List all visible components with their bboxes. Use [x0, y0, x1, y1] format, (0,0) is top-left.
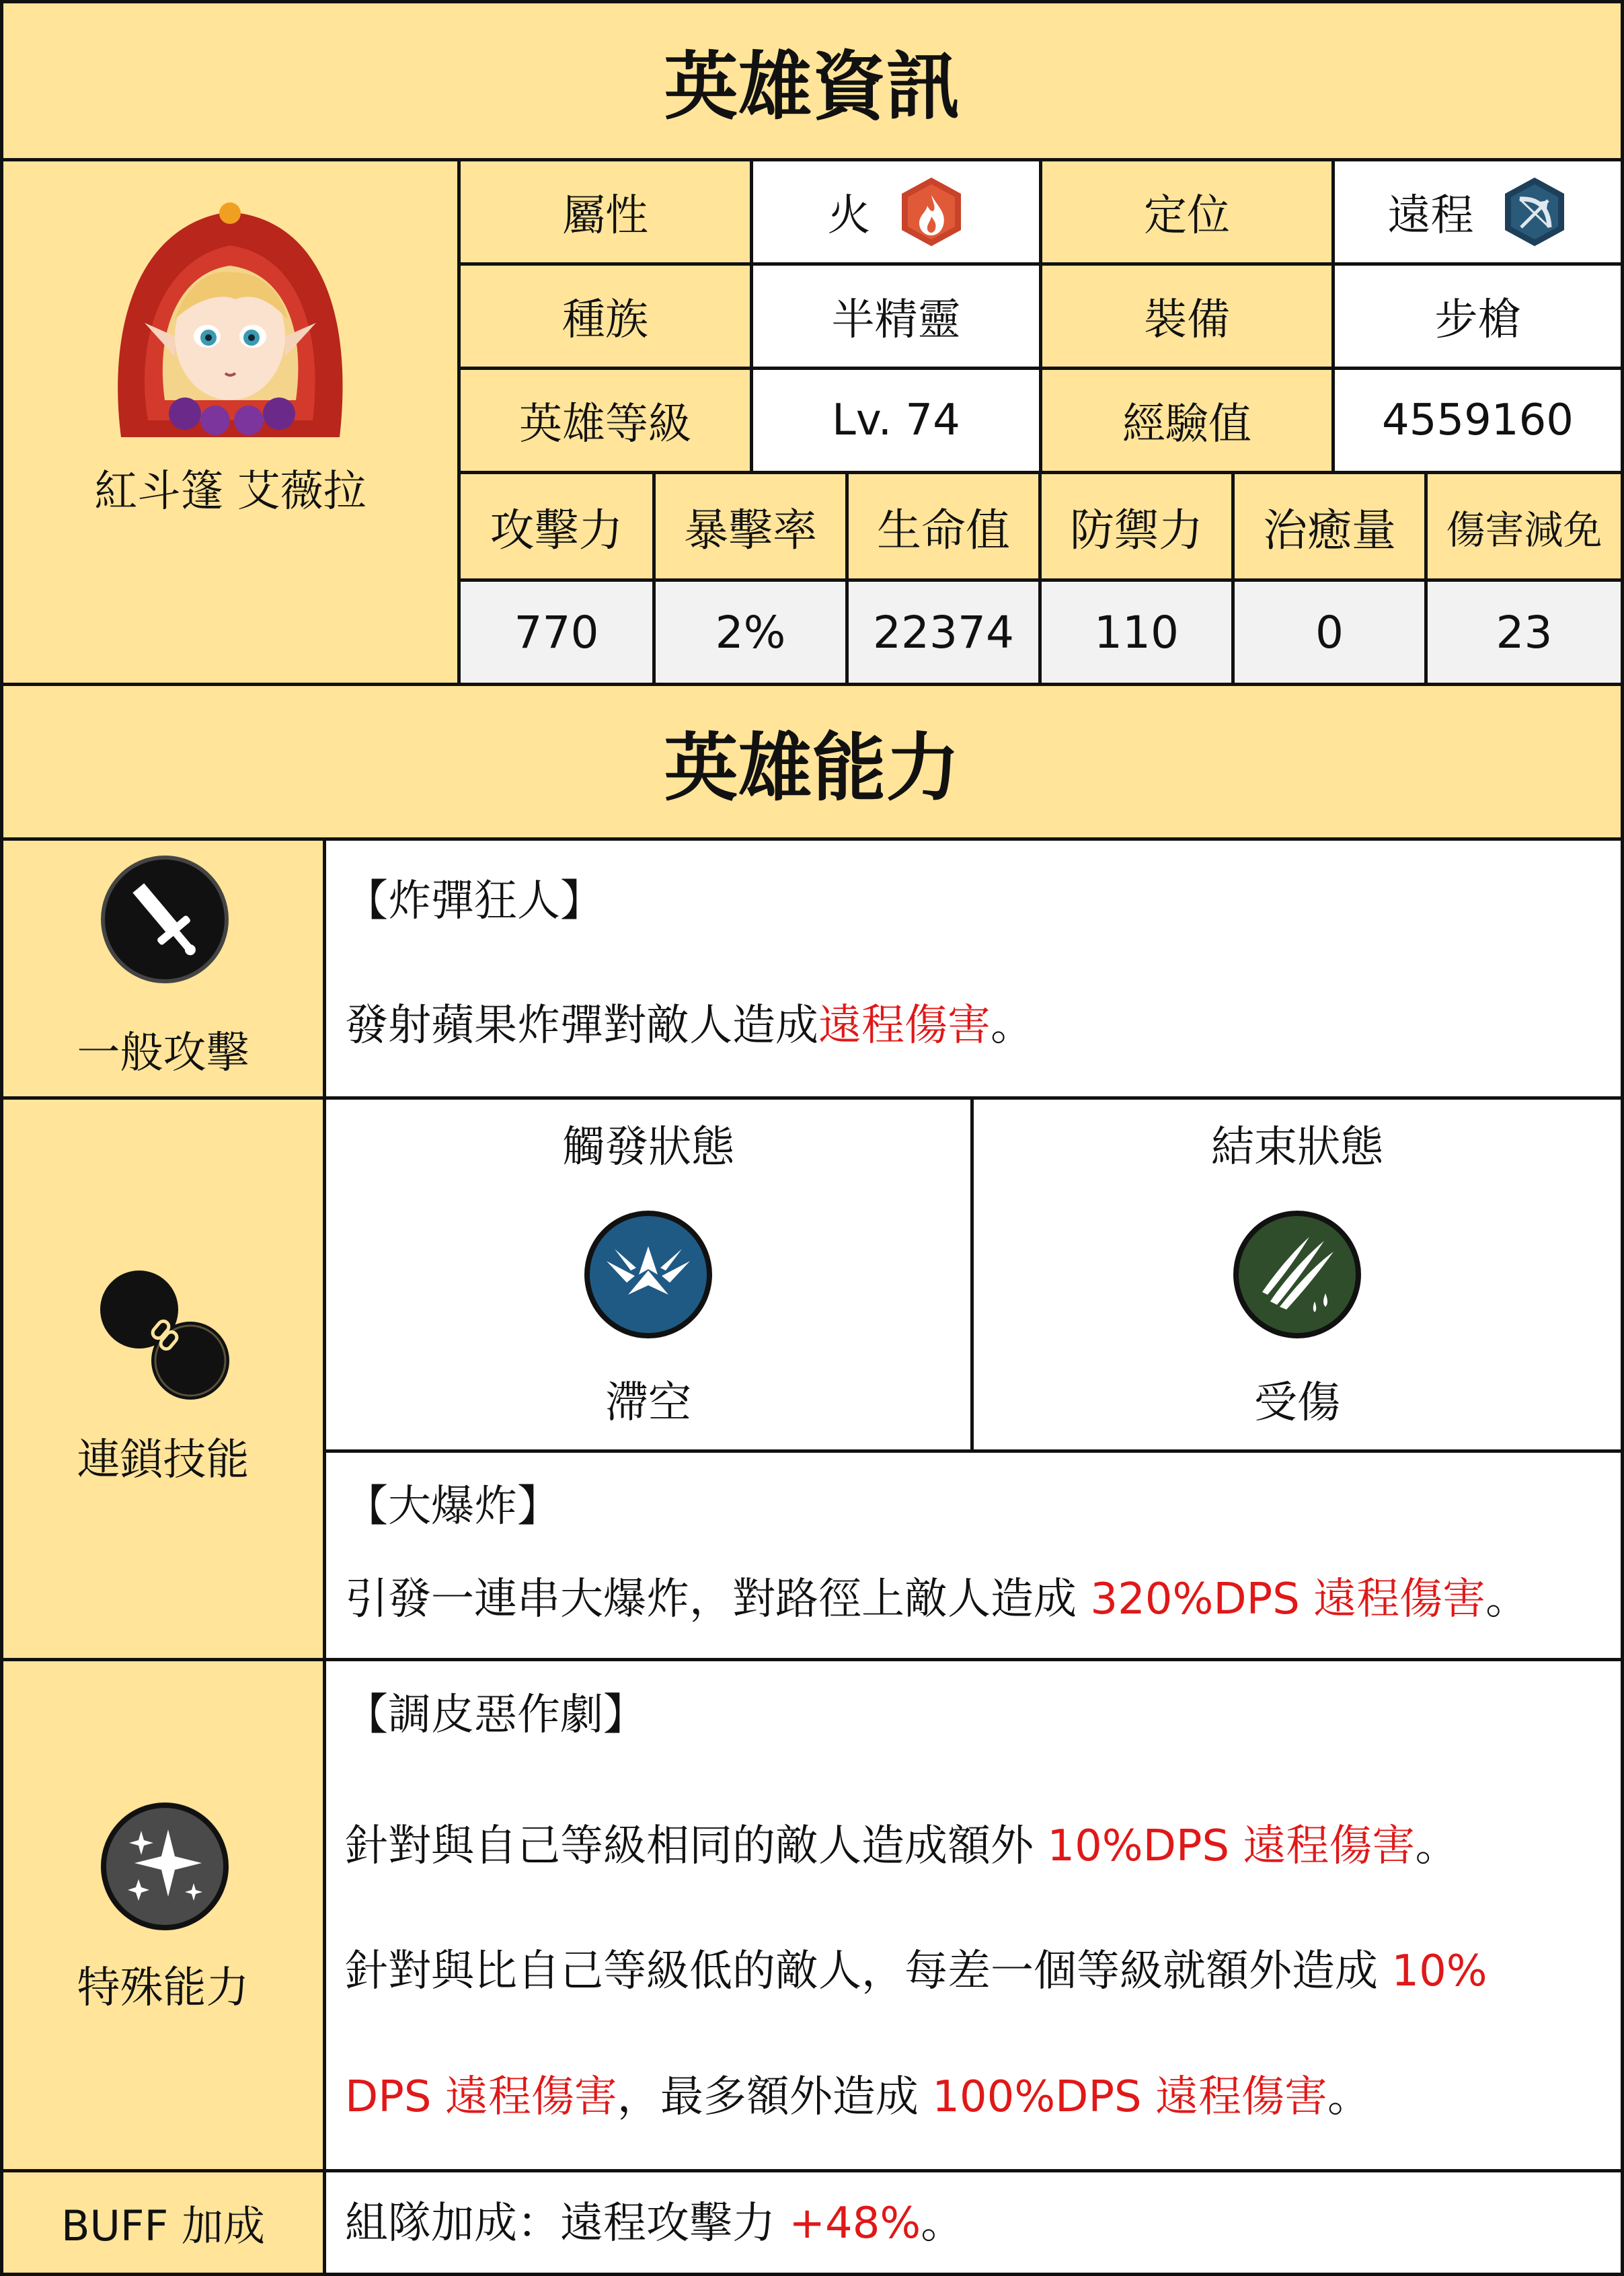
role-cell — [1331, 158, 1624, 266]
level-label: 英雄等級 — [457, 367, 753, 474]
special-line3-text: ，最多額外造成 — [617, 2072, 933, 2122]
buff-desc-text: 組隊加成：遠程攻擊力 — [345, 2199, 789, 2248]
stat-value-crit: 2% — [652, 578, 849, 686]
special-desc-line2 — [345, 1946, 1487, 1998]
chain-skill-desc — [345, 1574, 1529, 1626]
end-state-label: 結束狀態 — [1211, 1123, 1383, 1172]
hero-info-title: 英雄資訊 — [0, 0, 1624, 161]
role-label: 定位 — [1039, 158, 1335, 266]
attribute-cell — [750, 158, 1042, 266]
normal-attack-name: 【炸彈狂人】 — [345, 876, 603, 926]
end-state-value: 受傷 — [1254, 1378, 1340, 1428]
role-value: 遠程 — [1387, 191, 1474, 241]
normal-attack-desc-end: 。 — [991, 1001, 1034, 1051]
level-value: Lv. 74 — [750, 367, 1042, 474]
special-line3-end: 。 — [1327, 2072, 1370, 2122]
chain-skill-desc-highlight: 320%DPS 遠程傷害 — [1090, 1575, 1486, 1624]
exp-value: 4559160 — [1331, 367, 1624, 474]
special-line2-highlight: 10% — [1391, 1946, 1487, 1996]
fire-icon — [898, 175, 965, 249]
trigger-state-cell — [323, 1096, 974, 1453]
special-desc-line3 — [345, 2072, 1370, 2123]
airborne-icon — [584, 1211, 712, 1338]
special-line1-highlight: 10%DPS 遠程傷害 — [1047, 1821, 1416, 1871]
hero-portrait — [108, 198, 353, 437]
special-line3-highlight-b: 100%DPS 遠程傷害 — [932, 2072, 1327, 2122]
race-value: 半精靈 — [750, 262, 1042, 370]
buff-label: BUFF 加成 — [0, 2169, 326, 2276]
normal-attack-desc — [345, 1000, 1034, 1052]
buff-desc-cell — [323, 2169, 1624, 2276]
stat-label-healing: 治癒量 — [1231, 471, 1428, 582]
normal-attack-label-cell — [0, 837, 326, 1100]
buff-desc — [345, 2198, 964, 2250]
special-line1-end: 。 — [1415, 1821, 1459, 1871]
stat-value-defense: 110 — [1038, 578, 1235, 686]
special-desc-line1 — [345, 1821, 1458, 1872]
stat-label-hp: 生命值 — [845, 471, 1042, 582]
special-line2-text: 針對與比自己等級低的敵人，每差一個等級就額外造成 — [345, 1946, 1392, 1996]
chain-skill-name: 【大爆炸】 — [345, 1482, 560, 1531]
normal-attack-label: 一般攻擊 — [77, 1028, 249, 1078]
chain-skill-label: 連鎖技能 — [77, 1435, 249, 1485]
claw-wound-icon — [1233, 1211, 1361, 1338]
stat-label-defense: 防禦力 — [1038, 471, 1235, 582]
stat-label-damage-reduction: 傷害減免 — [1424, 471, 1624, 582]
sword-icon — [101, 856, 229, 983]
chain-skill-desc-end: 。 — [1485, 1575, 1529, 1624]
race-label: 種族 — [457, 262, 753, 370]
chain-skill-desc-cell — [323, 1449, 1624, 1661]
portrait-panel — [0, 158, 461, 686]
special-label-cell — [0, 1658, 326, 2172]
stat-value-damage-reduction: 23 — [1424, 578, 1624, 686]
stat-value-hp: 22374 — [845, 578, 1042, 686]
sparkle-icon — [101, 1803, 229, 1930]
buff-desc-end: 。 — [921, 2199, 964, 2248]
chain-skill-label-cell — [0, 1096, 326, 1661]
trigger-state-value: 滯空 — [605, 1378, 691, 1428]
bow-icon — [1501, 175, 1568, 249]
stat-value-healing: 0 — [1231, 578, 1428, 686]
special-desc-cell — [323, 1658, 1624, 2172]
chain-icon — [98, 1268, 232, 1402]
equip-value: 步槍 — [1331, 262, 1624, 370]
special-label: 特殊能力 — [77, 1963, 249, 2013]
special-name: 【調皮惡作劇】 — [345, 1690, 646, 1740]
normal-attack-desc-cell — [323, 837, 1624, 1100]
normal-attack-desc-text: 發射蘋果炸彈對敵人造成 — [345, 1001, 818, 1051]
special-line1-text: 針對與自己等級相同的敵人造成額外 — [345, 1821, 1048, 1871]
attribute-label: 屬性 — [457, 158, 753, 266]
buff-desc-highlight: +48% — [789, 2199, 921, 2248]
stat-label-attack: 攻擊力 — [457, 471, 656, 582]
hero-name: 紅斗篷 艾薇拉 — [94, 467, 366, 517]
normal-attack-desc-highlight: 遠程傷害 — [818, 1001, 991, 1051]
trigger-state-label: 觸發狀態 — [562, 1123, 734, 1172]
abilities-title: 英雄能力 — [0, 683, 1624, 841]
exp-label: 經驗值 — [1039, 367, 1335, 474]
attribute-value: 火 — [827, 191, 871, 241]
end-state-cell — [970, 1096, 1624, 1453]
stat-label-crit: 暴擊率 — [652, 471, 849, 582]
chain-skill-desc-text: 引發一連串大爆炸，對路徑上敵人造成 — [345, 1575, 1091, 1624]
special-line3-highlight-a: DPS 遠程傷害 — [345, 2072, 617, 2122]
stat-value-attack: 770 — [457, 578, 656, 686]
equip-label: 裝備 — [1039, 262, 1335, 370]
